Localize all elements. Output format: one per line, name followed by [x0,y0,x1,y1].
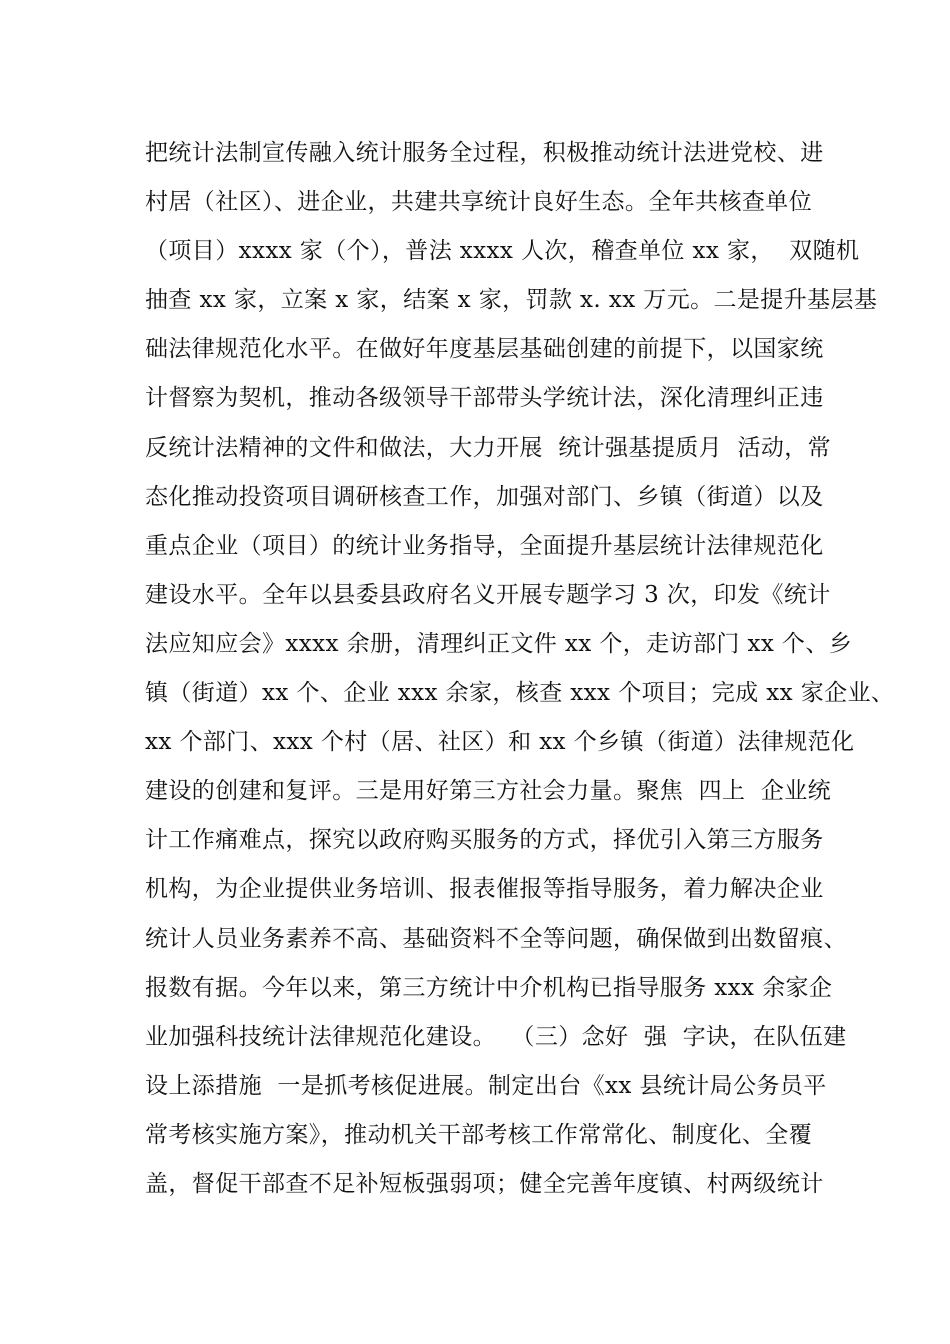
text-line: 把统计法制宣传融入统计服务全过程，积极推动统计法进党校、进 [145,140,824,166]
text-line: 法应知应会》xxxx 余册，清理纠正文件 xx 个，走访部门 xx 个、乡 [145,630,853,657]
text-line: 盖，督促干部查不足补短板强弱项；健全完善年度镇、村两级统计 [145,1170,824,1197]
text-line: 常考核实施方案》，推动机关干部考核工作常常化、制度化、全覆 [145,1121,813,1148]
text-line: 重点企业（项目）的统计业务指导，全面提升基层统计法律规范化 [145,532,824,559]
text-line: xx 个部门、xxx 个村（居、社区）和 xx 个乡镇（街道）法律规范化 [145,729,855,756]
text-line: 建设水平。全年以县委县政府名义开展专题学习 3 次，印发《统计 [145,581,831,608]
text-line: 础法律规范化水平。在做好年度基层基础创建的前提下，以国家统 [145,336,824,363]
text-line: 机构，为企业提供业务培训、报表催报等指导服务，着力解决企业 [145,876,824,903]
text-line: 计工作痛难点，探究以政府购买服务的方式，择优引入第三方服务 [145,827,824,854]
text-line: 反统计法精神的文件和做法，大力开展 统计强基提质月 活动，常 [145,434,832,461]
body-text [145,129,895,1209]
text-line: 抽查 xx 家，立案 x 家，结案 x 家，罚款 x. xx 万元。二是提升基层基 [145,287,878,314]
text-line: 建设的创建和复评。三是用好第三方社会力量。聚焦 四上 企业统 [145,778,832,805]
text-line: 业加强科技统计法律规范化建设。 （三）念好 强 字诀，在队伍建 [145,1023,847,1050]
text-line: 态化推动投资项目调研核查工作，加强对部门、乡镇（街道）以及 [145,483,824,510]
text-line: 计督察为契机，推动各级领导干部带头学统计法，深化清理纠正违 [145,385,824,412]
text-line: 报数有据。今年以来，第三方统计中介机构已指导服务 xxx 余家企 [145,974,833,1001]
text-line: 设上添措施 一是抓考核促进展。制定出台《xx 县统计局公务员平 [145,1072,827,1099]
text-line: （项目）xxxx 家（个），普法 xxxx 人次，稽查单位 xx 家， 双随机 [145,238,860,265]
text-line: 统计人员业务素养不高、基础资料不全等问题，确保做到出数留痕、 [145,925,847,952]
text-line: 镇（街道）xx 个、企业 xxx 余家，核查 xxx 个项目；完成 xx 家企业、 [145,680,895,707]
text-line: 村居（社区）、进企业，共建共享统计良好生态。全年共核查单位 [145,189,813,216]
